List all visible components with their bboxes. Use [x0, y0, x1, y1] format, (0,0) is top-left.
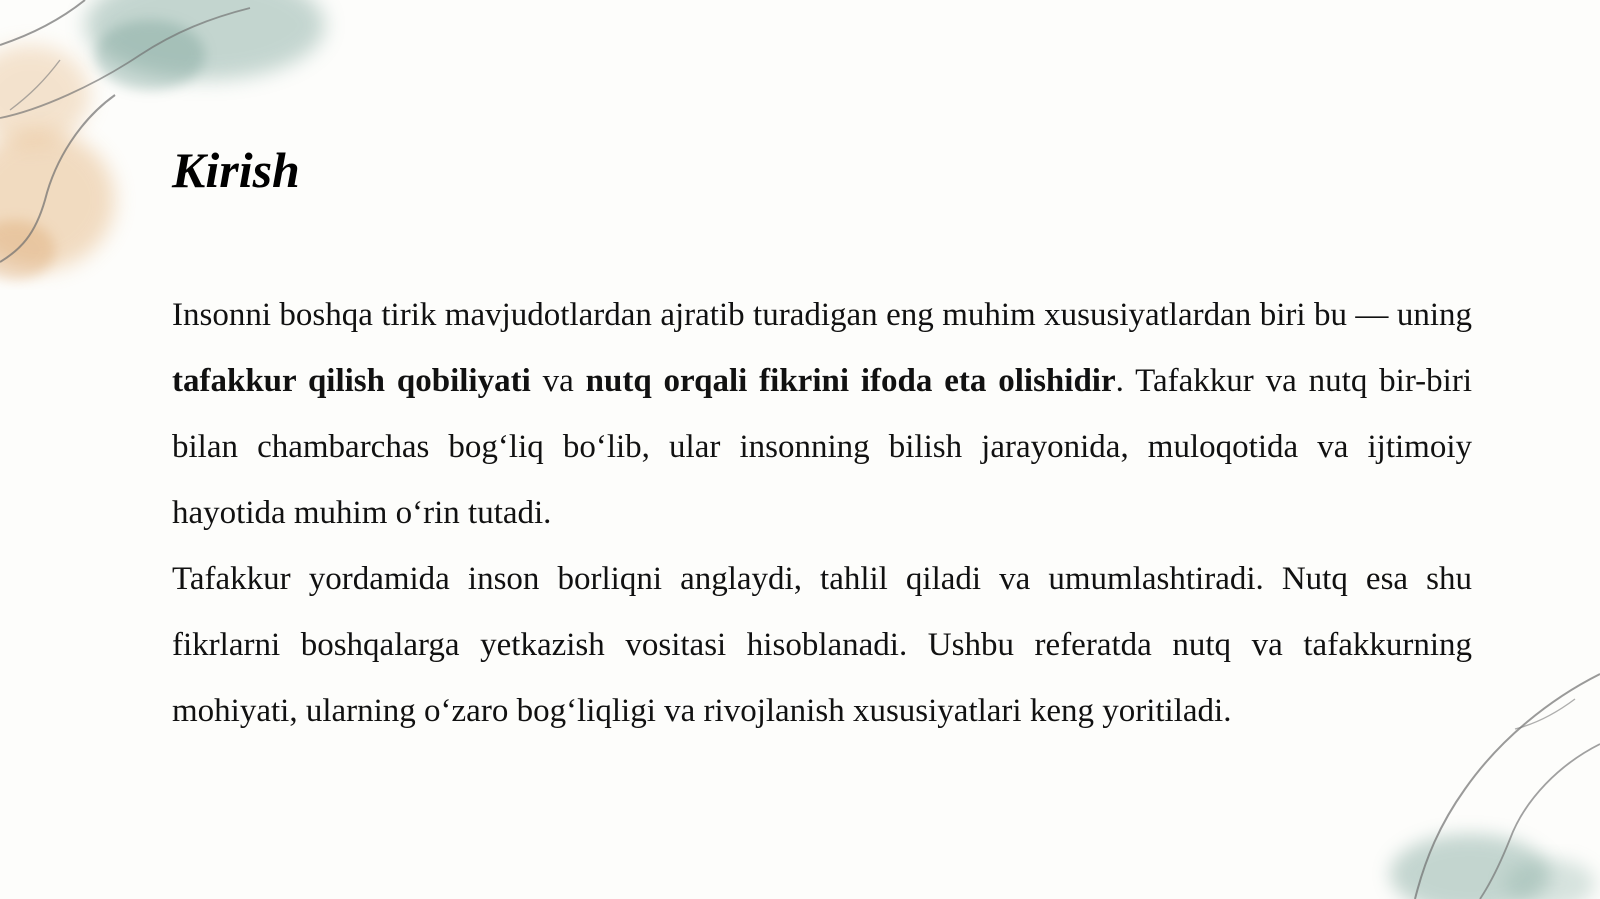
paragraph-intro [172, 282, 1472, 546]
paragraph-intro-text-1: Insonni boshqa tirik mavjudotlardan ajratib turadigan eng muhim xususiyatlardan biri bu — uning [172, 297, 1472, 333]
paragraph-intro-text-2: va [530, 363, 586, 399]
bold-phrase-thinking-ability: tafakkur qilish qobiliyati [172, 363, 531, 399]
paragraph-intro-text-3: . Tafakkur va nutq bir-biri bilan chambarchas bog‘liq bo‘lib, ular insonning bilish jarayonida, muloqotida va ijtimoiy hayotida muhim o‘rin tutadi. [172, 363, 1472, 531]
slide-body [172, 282, 1472, 744]
slide-title: Kirish [172, 142, 300, 198]
paragraph-second: Tafakkur yordamida inson borliqni anglaydi, tahlil qiladi va umumlashtiradi. Nutq esa shu fikrlarni boshqalarga yetkazish vositasi hisoblanadi. Ushbu referatda nutq va tafakkurning mohiyati, ularning o‘zaro bog‘liqligi va rivojlanish xususiyatlari keng yoritiladi. [172, 561, 1472, 729]
bold-phrase-speech-expression: nutq orqali fikrini ifoda eta olishidir [585, 363, 1116, 399]
